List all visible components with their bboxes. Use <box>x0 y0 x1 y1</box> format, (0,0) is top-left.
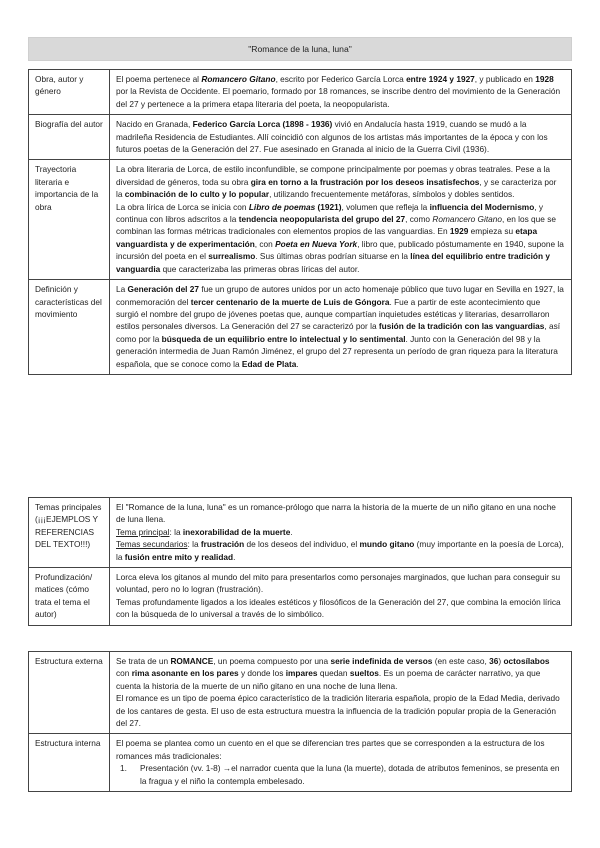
row-biografia <box>29 115 572 160</box>
label-profundizacion: Profundización/ matices (cómo trata el tema el autor) <box>29 568 110 626</box>
row-interna <box>29 734 572 792</box>
row-profundizacion <box>29 568 572 626</box>
label-temas: Temas principales (¡¡¡EJEMPLOS Y REFERENCIAS DEL TEXTO!!!) <box>29 498 110 568</box>
content-profundizacion: Lorca eleva los gitanos al mundo del mito para presentarlos como personajes marginados, que luchan para conseguir su voluntad, pero no lo logran (frustración). Temas profundamente ligados a los ideales estéticos y filosóficos de la Generación del 27, que combina la emoción lírica con la búsqueda de lo universal a través de lo simbólico. <box>110 568 572 626</box>
row-obra <box>29 70 572 115</box>
list-item: 1. Presentación (vv. 1-8) →el narrador cuenta que la luna (la muerte), dotada de atributos femeninos, se presenta en la fragua y el niño la contempla embelesado. <box>120 763 560 786</box>
label-definicion: Definición y características del movimiento <box>29 280 110 375</box>
label-externa: Estructura externa <box>29 652 110 734</box>
content-temas: El "Romance de la luna, luna" es un romance-prólogo que narra la historia de la muerte de un niño gitano en una noche de luna llena. Tema principal: la inexorabilidad de la muerte. Temas secundarios: la frustración de los deseos del individuo, el mundo gitano (muy importante en la poesía de Lorca), la fusión entre mito y realidad. <box>110 498 572 568</box>
analysis-table-1 <box>28 69 572 375</box>
label-interna: Estructura interna <box>29 734 110 792</box>
document-title: "Romance de la luna, luna" <box>28 37 572 61</box>
label-trayectoria: Trayectoria literaria e importancia de la obra <box>29 160 110 280</box>
row-definicion <box>29 280 572 375</box>
analysis-table-2 <box>28 497 572 626</box>
content-biografia: Nacido en Granada, Federico García Lorca (1898 - 1936) vivió en Andalucía hasta 1919, cuando se mudó a la madrileña Residencia de Estudiantes. Allí coincidió con algunos de los artistas más importantes de la época y con los futuros poetas de la Generación del 27. Fue asesinado en Granada al inicio de la Guerra Civil (1936). <box>110 115 572 160</box>
content-interna: El poema se plantea como un cuento en el que se diferencian tres partes que se corresponden a la estructura de los romances más tradicionales: 1. Presentación (vv. 1-8) →el narrador cuenta que la luna (la muerte), dotada de atributos femeninos, se presenta en la fragua y el niño la contempla embelesado. <box>110 734 572 792</box>
content-trayectoria: La obra literaria de Lorca, de estilo inconfundible, se compone principalmente por poemas y obras teatrales. Pese a la diversidad de géneros, toda su obra gira en torno a la frustración por los deseos insatisfechos, y se caracteriza por la combinación de lo culto y lo popular, utilizando frecuentemente metáforas, símbolos y dobles sentidos. La obra lírica de Lorca se inicia con Libro de poemas (1921), volumen que refleja la influencia del Modernismo, y continua con libros adscritos a la tendencia neopopularista del grupo del 27, como Romancero Gitano, en los que se combinan las formas métricas tradicionales con elementos propios de las vanguardias. En 1929 empieza su etapa vanguardista y de experimentación, con Poeta en Nueva York, libro que, publicado póstumamente en 1940, supone la incursión del poeta en el surrealismo. Sus últimas obras podrían situarse en la línea del equilibrio entre tradición y vanguardia que caracterizaba las primeras obras líricas del autor. <box>110 160 572 280</box>
label-obra: Obra, autor y género <box>29 70 110 115</box>
analysis-table-3 <box>28 651 572 792</box>
content-externa: Se trata de un ROMANCE, un poema compuesto por una serie indefinida de versos (en este caso, 36) octosílabos con rima asonante en los pares y donde los impares quedan sueltos. Es un poema de carácter narrativo, ya que cuenta la historia de la muerte de un niño gitano en una noche de luna llena. El romance es un tipo de poema épico característico de la tradición literaria española, propio de la Edad Media, derivado de los cantares de gesta. El uso de esta estructura muestra la influencia de la tradición popular propia de la Generación del 27. <box>110 652 572 734</box>
label-biografia: Biografía del autor <box>29 115 110 160</box>
content-definicion: La Generación del 27 fue un grupo de autores unidos por un acto homenaje público que tuvo lugar en Sevilla en 1927, la conmemoración del tercer centenario de la muerte de Luis de Góngora. Fue a partir de este acontecimiento que surgió el nombre del grupo de jóvenes poetas que, aunque compartían inquietudes estéticas y literarias, desarrollaron estilos personales diversos. La Generación del 27 se caracterizó por la fusión de la tradición con las vanguardias, así como por la búsqueda de un equilibrio entre lo intelectual y lo sentimental. Junto con la Generación del 98 y la generación intermedia de Juan Ramón Jiménez, el grupo del 27 representa un período de gran riqueza para la literatura española, que se conoce como la Edad de Plata. <box>110 280 572 375</box>
content-obra: El poema pertenece al Romancero Gitano, escrito por Federico García Lorca entre 1924 y 1927, y publicado en 1928 por la Revista de Occidente. El poemario, formado por 18 romances, se inscribe dentro del movimiento de la Generación del 27 y pertenece a la primera etapa literaria del poeta, la neopopularista. <box>110 70 572 115</box>
row-temas <box>29 498 572 568</box>
row-externa <box>29 652 572 734</box>
row-trayectoria <box>29 160 572 280</box>
